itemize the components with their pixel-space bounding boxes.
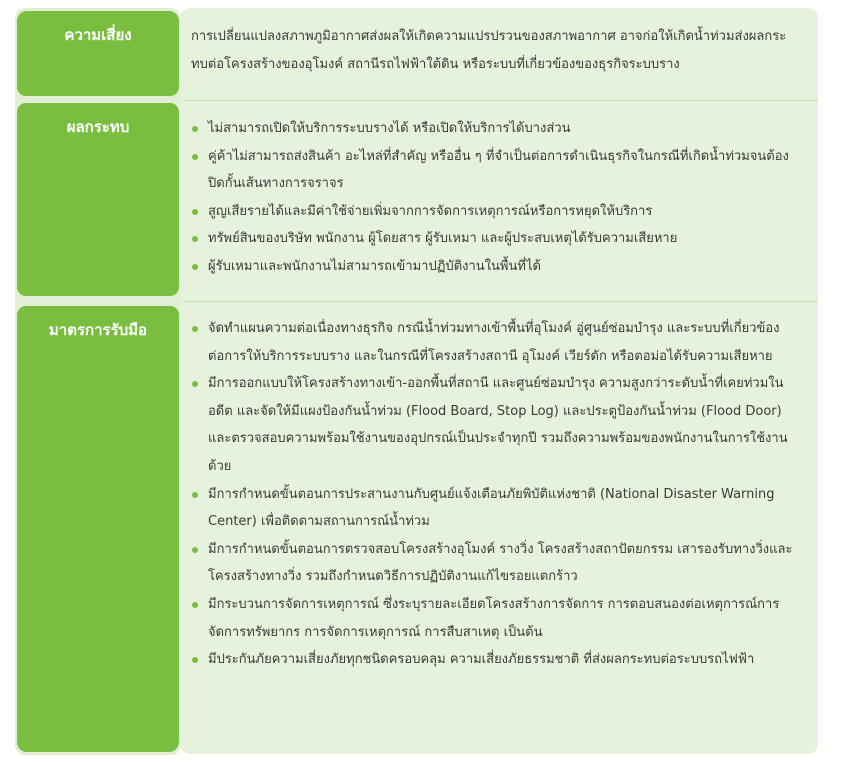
list-item-text: มีการกำหนดขั้นตอนการประสานงานกับศูนย์แจ้งเตือนภัยพิบัติแห่งชาติ (National Disaster Warning Center) เพื่อติดตามสถานการณ์น้ำท่วม xyxy=(208,486,775,530)
impact-list xyxy=(191,115,795,281)
measures-label: มาตรการรับมือ xyxy=(17,306,179,752)
bullet-icon xyxy=(192,381,198,387)
list-item xyxy=(191,536,795,591)
bullet-icon xyxy=(192,547,198,553)
list-item-text: ผู้รับเหมาและพนักงานไม่สามารถเข้ามาปฏิบัติงานในพื้นที่ได้ xyxy=(208,258,541,274)
bullet-icon xyxy=(192,126,198,132)
section-divider xyxy=(183,301,818,302)
bullet-icon xyxy=(192,492,198,498)
list-item-text: ไม่สามารถเปิดให้บริการระบบรางได้ หรือเปิดให้บริการได้บางส่วน xyxy=(208,121,571,136)
bullet-icon xyxy=(192,264,198,270)
risk-label: ความเสี่ยง xyxy=(17,11,179,96)
bullet-icon xyxy=(192,236,198,242)
section-divider xyxy=(183,100,818,101)
measures-list xyxy=(191,315,795,674)
list-item xyxy=(191,370,795,480)
bullet-icon xyxy=(192,602,198,608)
list-item-text: สูญเสียรายได้และมีค่าใช้จ่ายเพิ่มจากการจัดการเหตุการณ์หรือการหยุดให้บริการ xyxy=(208,203,653,219)
list-item xyxy=(191,481,795,536)
bullet-icon xyxy=(192,209,198,215)
list-item-text: มีการออกแบบให้โครงสร้างทางเข้า-ออกพื้นที่สถานี และศูนย์ซ่อมบำรุง ความสูงกว่าระดับน้ำที่เคยท่วมในอดีต และจัดให้มีแผงป้องกันน้ำท่วม (Flood Board, Stop Log) และประตูป้องกันน้ำท่วม (Flood Door) และตรวจสอบความพร้อมใช้งานของอุปกรณ์เป็นประจำทุกปี รวมถึงความพร้อมของพนักงานในการใช้งานด้วย xyxy=(208,376,788,474)
list-item-text: คู่ค้าไม่สามารถส่งสินค้า อะไหล่ที่สำคัญ หรืออื่น ๆ ที่จำเป็นต่อการดำเนินธุรกิจในกรณีที่เกิดน้ำท่วมจนต้องปิดกั้นเส้นทางการจราจร xyxy=(208,148,789,192)
risk-description: การเปลี่ยนแปลงสภาพภูมิอากาศส่งผลให้เกิดความแปรปรวนของสภาพอากาศ อาจก่อให้เกิดน้ำท่วมส่งผลกระทบต่อโครงสร้างของอุโมงค์ สถานีรถไฟฟ้าใต้ดิน หรือระบบที่เกี่ยวข้องของธุรกิจระบบราง xyxy=(191,29,787,72)
list-item xyxy=(191,225,795,253)
list-item xyxy=(191,198,795,226)
list-item xyxy=(191,591,795,646)
bullet-icon xyxy=(192,326,198,332)
list-item-text: มีกระบวนการจัดการเหตุการณ์ ซึ่งระบุรายละเอียดโครงสร้างการจัดการ การตอบสนองต่อเหตุการณ์การจัดการทรัพยากร การจัดการเหตุการณ์ การสืบสาเหตุ เป็นต้น xyxy=(208,596,780,640)
bullet-icon xyxy=(192,657,198,663)
list-item xyxy=(191,253,795,281)
list-item-text: จัดทำแผนความต่อเนื่องทางธุรกิจ กรณีน้ำท่วมทางเข้าพื้นที่อุโมงค์ อู่ศูนย์ซ่อมบำรุง และระบบที่เกี่ยวข้องต่อการให้บริการระบบราง และในกรณีที่โครงสร้างสถานี อุโมงค์ เวียร์ดัก หรือตอม่อได้รับความเสียหาย xyxy=(208,321,780,364)
list-item-text: มีการกำหนดขั้นตอนการตรวจสอบโครงสร้างอุโมงค์ รางวิ่ง โครงสร้างสถาปัตยกรรม เสารองรับทางวิ่งและโครงสร้างทางวิ่ง รวมถึงกำหนดวิธีการปฏิบัติงานแก้ไขรอยแตกร้าว xyxy=(208,541,793,585)
impact-label: ผลกระทบ xyxy=(17,103,179,296)
list-item-text: ทรัพย์สินของบริษัท พนักงาน ผู้โดยสาร ผู้รับเหมา และผู้ประสบเหตุได้รับความเสียหาย xyxy=(208,231,678,247)
list-item xyxy=(191,143,795,198)
list-item xyxy=(191,315,795,370)
list-item xyxy=(191,646,795,674)
bullet-icon xyxy=(192,154,198,160)
list-item xyxy=(191,115,795,143)
list-item-text: มีประกันภัยความเสี่ยงภัยทุกชนิดครอบคลุม ความเสี่ยงภัยธรรมชาติ ที่ส่งผลกระทบต่อระบบรถไฟฟ้า xyxy=(208,652,755,668)
